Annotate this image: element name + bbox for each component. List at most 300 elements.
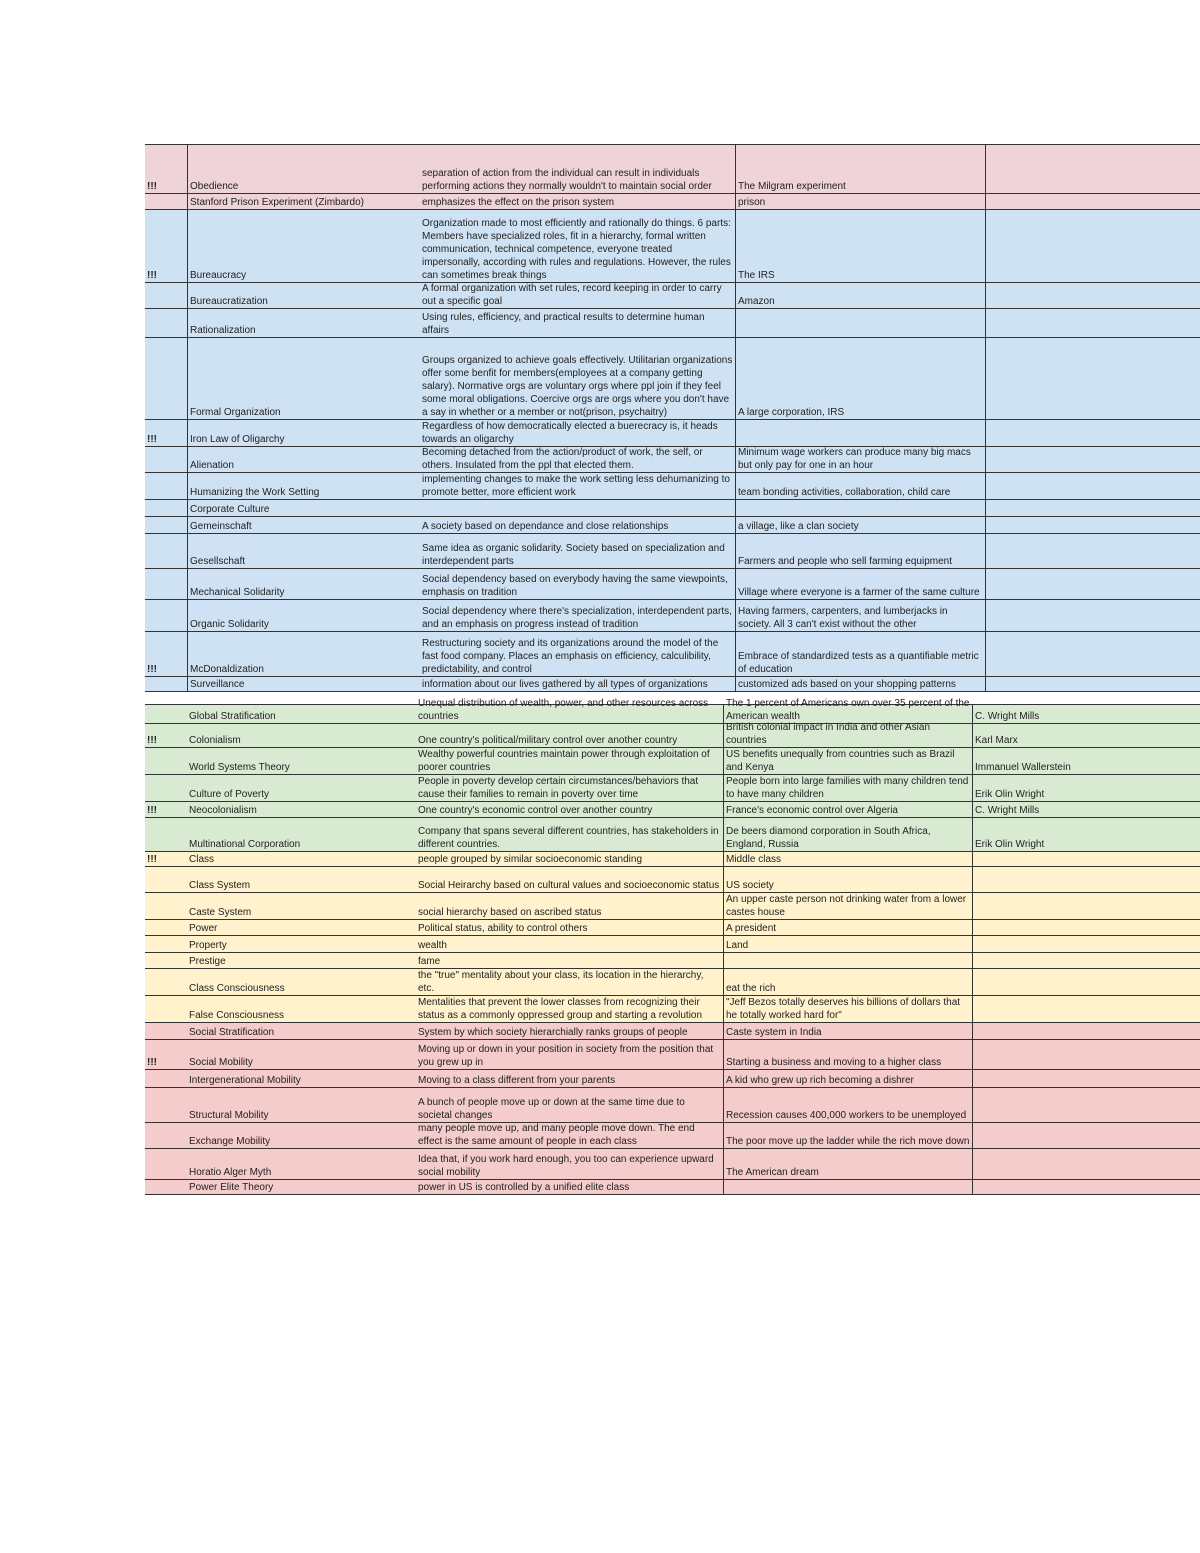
example-text: "Jeff Bezos totally deserves his billions of dollars that he totally worked hard for" — [726, 997, 961, 1021]
person-cell[interactable] — [972, 1180, 1200, 1194]
importance-mark-cell[interactable] — [145, 1070, 187, 1087]
term-cell[interactable] — [187, 338, 420, 419]
table-row — [145, 724, 1200, 748]
importance-mark-cell[interactable] — [145, 969, 187, 995]
definition-text: Becoming detached from the action/product of work, the self, or others. Insulated from the ppl that elected them. — [422, 447, 703, 471]
person-cell[interactable] — [972, 1088, 1200, 1122]
table-row — [145, 517, 1200, 534]
example-text: US society — [726, 880, 774, 891]
importance-mark-cell[interactable] — [145, 748, 187, 774]
example-text: Embrace of standardized tests as a quantifiable metric of education — [738, 651, 979, 675]
term-text: Social Mobility — [189, 1057, 253, 1068]
term-cell[interactable] — [187, 1070, 416, 1087]
definition-text: social hierarchy based on ascribed status — [418, 907, 602, 918]
term-text: False Consciousness — [189, 1010, 285, 1021]
example-cell[interactable] — [735, 338, 985, 419]
definition-cell[interactable] — [416, 867, 723, 892]
example-cell[interactable] — [735, 632, 985, 676]
person-cell[interactable] — [972, 1070, 1200, 1087]
person-cell[interactable] — [985, 632, 1200, 676]
term-text: Class — [189, 854, 215, 865]
term-cell[interactable] — [187, 724, 416, 747]
definition-text: Social Heirarchy based on cultural values and socioeconomic status — [418, 880, 720, 891]
term-cell[interactable] — [187, 194, 420, 209]
table-row — [145, 1149, 1200, 1180]
example-text: prison — [738, 197, 766, 208]
definition-text: A formal organization with set rules, record keeping in order to carry out a specific goal — [422, 283, 722, 307]
person-cell[interactable] — [985, 338, 1200, 419]
term-cell[interactable] — [187, 309, 420, 337]
example-cell[interactable] — [735, 309, 985, 337]
table-row — [145, 309, 1200, 338]
importance-mark-cell[interactable] — [145, 283, 187, 308]
importance-mark-cell[interactable] — [145, 600, 187, 631]
example-cell[interactable] — [723, 867, 972, 892]
example-text: A kid who grew up rich becoming a dishrer — [726, 1075, 914, 1086]
person-cell[interactable] — [985, 534, 1200, 568]
person-cell[interactable] — [972, 867, 1200, 892]
term-text: Organic Solidarity — [190, 619, 269, 630]
term-cell[interactable] — [187, 920, 416, 935]
person-cell[interactable] — [972, 1149, 1200, 1179]
definition-cell[interactable] — [420, 210, 735, 282]
term-text: Power — [189, 923, 218, 934]
term-text: Bureaucratization — [190, 296, 268, 307]
term-text: McDonaldization — [190, 664, 264, 675]
term-cell[interactable] — [187, 210, 420, 282]
definition-cell[interactable] — [420, 600, 735, 631]
term-text: Culture of Poverty — [189, 789, 270, 800]
example-cell[interactable] — [723, 996, 972, 1022]
person-cell[interactable] — [972, 996, 1200, 1022]
term-cell[interactable] — [187, 517, 420, 533]
term-cell[interactable] — [187, 969, 416, 995]
definition-cell[interactable] — [416, 1123, 723, 1148]
definition-cell[interactable] — [416, 936, 723, 952]
importance-mark-cell[interactable] — [145, 473, 187, 499]
importance-mark-cell[interactable] — [145, 569, 187, 599]
definition-cell[interactable] — [416, 1070, 723, 1087]
importance-mark-cell[interactable] — [145, 1023, 187, 1039]
definition-cell[interactable] — [420, 338, 735, 419]
importance-mark-cell[interactable] — [145, 420, 187, 446]
person-cell[interactable] — [985, 420, 1200, 446]
term-text: Rationalization — [190, 325, 256, 336]
definition-cell[interactable] — [416, 969, 723, 995]
example-cell[interactable] — [735, 677, 985, 691]
importance-mark-cell[interactable] — [145, 920, 187, 935]
definition-text: Moving to a class different from your parents — [418, 1075, 616, 1086]
example-cell[interactable] — [735, 283, 985, 308]
term-text: Class System — [189, 880, 251, 891]
term-cell[interactable] — [187, 500, 420, 516]
table-row — [145, 210, 1200, 283]
table-row — [145, 283, 1200, 309]
example-text: Minimum wage workers can produce many big macs but only pay for one in an hour — [738, 447, 971, 471]
importance-mark-cell[interactable] — [145, 145, 187, 193]
term-cell[interactable] — [187, 1040, 416, 1069]
example-cell[interactable] — [723, 1070, 972, 1087]
definition-cell[interactable] — [416, 818, 723, 851]
importance-mark-text: !!! — [147, 1057, 157, 1068]
table-row — [145, 534, 1200, 569]
person-cell[interactable] — [972, 775, 1200, 801]
importance-mark-text: !!! — [147, 735, 157, 746]
definition-text: the "true" mentality about your class, its location in the hierarchy, etc. — [418, 970, 704, 994]
example-cell[interactable] — [723, 893, 972, 919]
importance-mark-cell[interactable] — [145, 1149, 187, 1179]
person-cell[interactable] — [972, 893, 1200, 919]
definition-cell[interactable] — [416, 996, 723, 1022]
example-cell[interactable] — [723, 818, 972, 851]
person-cell[interactable] — [985, 447, 1200, 472]
term-text: Social Stratification — [189, 1027, 275, 1038]
example-cell[interactable] — [723, 748, 972, 774]
definition-text: fame — [418, 956, 441, 967]
importance-mark-cell[interactable] — [145, 775, 187, 801]
importance-mark-cell[interactable] — [145, 309, 187, 337]
term-cell[interactable] — [187, 867, 416, 892]
example-text: The 1 percent of Americans own over 35 percent of the American wealth — [726, 698, 970, 722]
table-row — [145, 996, 1200, 1023]
person-cell[interactable] — [985, 677, 1200, 691]
definition-cell[interactable] — [420, 447, 735, 472]
definition-cell[interactable] — [420, 517, 735, 533]
example-cell[interactable] — [735, 569, 985, 599]
term-text: Humanizing the Work Setting — [190, 487, 320, 498]
definition-cell[interactable] — [416, 775, 723, 801]
term-cell[interactable] — [187, 852, 416, 866]
person-cell[interactable] — [972, 1123, 1200, 1148]
person-text: Erik Olin Wright — [975, 789, 1045, 800]
definition-cell[interactable] — [416, 893, 723, 919]
term-text: Structural Mobility — [189, 1110, 269, 1121]
definition-cell[interactable] — [416, 920, 723, 935]
importance-mark-text: !!! — [147, 854, 157, 865]
example-text: US benefits unequally from countries such as Brazil and Kenya — [726, 749, 955, 773]
example-cell[interactable] — [723, 802, 972, 817]
definition-text: Social dependency based on everybody having the same viewpoints, emphasis on tradition — [422, 574, 728, 598]
term-cell[interactable] — [187, 1149, 416, 1179]
definition-cell[interactable] — [420, 677, 735, 691]
person-cell[interactable] — [985, 473, 1200, 499]
example-cell[interactable] — [723, 920, 972, 935]
table-row — [145, 802, 1200, 818]
definition-cell[interactable] — [420, 309, 735, 337]
example-cell[interactable] — [723, 1123, 972, 1148]
example-cell[interactable] — [735, 420, 985, 446]
person-cell[interactable] — [985, 500, 1200, 516]
example-text: Starting a business and moving to a higher class — [726, 1057, 942, 1068]
term-cell[interactable] — [187, 632, 420, 676]
table-row — [145, 1070, 1200, 1088]
definition-text: Social dependency where there's specialization, interdependent parts, and an emphasis on progress instead of tradition — [422, 606, 732, 630]
importance-mark-cell[interactable] — [145, 210, 187, 282]
table-row — [145, 1123, 1200, 1149]
example-text: Having farmers, carpenters, and lumberjacks in society. All 3 can't exist without the other — [738, 606, 948, 630]
definition-cell[interactable] — [416, 724, 723, 747]
example-cell[interactable] — [723, 1023, 972, 1039]
definition-cell[interactable] — [416, 1023, 723, 1039]
definition-text: power in US is controlled by a unified elite class — [418, 1182, 630, 1193]
table-row — [145, 338, 1200, 420]
person-cell[interactable] — [972, 818, 1200, 851]
table-row — [145, 1088, 1200, 1123]
definition-cell[interactable] — [416, 748, 723, 774]
importance-mark-text: !!! — [147, 270, 157, 281]
definition-cell[interactable] — [420, 194, 735, 209]
definition-cell[interactable] — [416, 698, 723, 723]
term-cell[interactable] — [187, 283, 420, 308]
example-cell[interactable] — [723, 1149, 972, 1179]
term-cell[interactable] — [187, 473, 420, 499]
example-text: eat the rich — [726, 983, 776, 994]
importance-mark-cell[interactable] — [145, 1180, 187, 1194]
term-cell[interactable] — [187, 1123, 416, 1148]
person-cell[interactable] — [972, 1023, 1200, 1039]
term-text: Global Stratification — [189, 711, 276, 722]
term-cell[interactable] — [187, 145, 420, 193]
term-cell[interactable] — [187, 936, 416, 952]
importance-mark-cell[interactable] — [145, 677, 187, 691]
person-cell[interactable] — [972, 953, 1200, 968]
definition-cell[interactable] — [416, 802, 723, 817]
example-text: People born into large families with many children tend to have many children — [726, 776, 969, 800]
importance-mark-text: !!! — [147, 664, 157, 675]
table-row — [145, 500, 1200, 517]
definition-text: People in poverty develop certain circumstances/behaviors that cause their families to remain in poverty over time — [418, 776, 699, 800]
table-row — [145, 936, 1200, 953]
importance-mark-cell[interactable] — [145, 953, 187, 968]
example-cell[interactable] — [735, 447, 985, 472]
definition-cell[interactable] — [420, 534, 735, 568]
definition-text: Groups organized to achieve goals effectively. Utilitarian organizations offer some benfit for members(employees at a company getting salary). Normative orgs are voluntary orgs where ppl join if they feel some moral obligations. Coercive orgs are orgs where you don't have a say in whether or a member or not(prison, psychaitry) — [422, 355, 733, 418]
person-cell[interactable] — [972, 920, 1200, 935]
definition-cell[interactable] — [416, 1088, 723, 1122]
table-row — [145, 473, 1200, 500]
importance-mark-text: !!! — [147, 434, 157, 445]
importance-mark-cell[interactable] — [145, 534, 187, 568]
example-text: Middle class — [726, 854, 782, 865]
importance-mark-cell[interactable] — [145, 893, 187, 919]
term-cell[interactable] — [187, 600, 420, 631]
example-cell[interactable] — [723, 936, 972, 952]
term-cell[interactable] — [187, 447, 420, 472]
example-cell[interactable] — [735, 517, 985, 533]
example-text: a village, like a clan society — [738, 521, 859, 532]
example-cell[interactable] — [735, 534, 985, 568]
term-cell[interactable] — [187, 818, 416, 851]
person-cell[interactable] — [972, 1040, 1200, 1069]
example-text: Amazon — [738, 296, 775, 307]
term-cell[interactable] — [187, 1023, 416, 1039]
example-cell[interactable] — [735, 145, 985, 193]
definition-text: Restructuring society and its organizations around the model of the fast food company. Places an emphasis on efficiency, calculibility, predictability, and control — [422, 638, 719, 675]
person-cell[interactable] — [972, 852, 1200, 866]
example-text: Village where everyone is a farmer of the same culture — [738, 587, 980, 598]
term-cell[interactable] — [187, 802, 416, 817]
term-text: Formal Organization — [190, 407, 281, 418]
example-text: A large corporation, IRS — [738, 407, 845, 418]
definition-text: wealth — [418, 940, 447, 951]
definition-text: Political status, ability to control others — [418, 923, 588, 934]
definition-text: information about our lives gathered by all types of organizations — [422, 679, 708, 690]
person-cell[interactable] — [985, 309, 1200, 337]
term-cell[interactable] — [187, 748, 416, 774]
importance-mark-cell[interactable] — [145, 447, 187, 472]
term-cell[interactable] — [187, 1088, 416, 1122]
definition-text: separation of action from the individual can result in individuals performing actions they normally wouldn't to maintain social order — [422, 168, 712, 192]
term-cell[interactable] — [187, 569, 420, 599]
person-cell[interactable] — [985, 517, 1200, 533]
term-cell[interactable] — [187, 775, 416, 801]
term-text: Corporate Culture — [190, 504, 270, 515]
importance-mark-cell[interactable] — [145, 818, 187, 851]
definition-text: One country's political/military control over another country — [418, 735, 678, 746]
term-text: Horatio Alger Myth — [189, 1167, 272, 1178]
person-text: C. Wright Mills — [975, 711, 1040, 722]
example-cell[interactable] — [723, 852, 972, 866]
definition-cell[interactable] — [420, 632, 735, 676]
person-text: C. Wright Mills — [975, 805, 1040, 816]
example-cell[interactable] — [723, 1180, 972, 1194]
definition-cell[interactable] — [420, 420, 735, 446]
importance-mark-cell[interactable] — [145, 802, 187, 817]
definition-text: One country's economic control over another country — [418, 805, 653, 816]
importance-mark-cell[interactable] — [145, 500, 187, 516]
definition-cell[interactable] — [416, 1180, 723, 1194]
example-cell[interactable] — [735, 500, 985, 516]
term-text: World Systems Theory — [189, 762, 290, 773]
importance-mark-cell[interactable] — [145, 936, 187, 952]
table-row — [145, 953, 1200, 969]
person-cell[interactable] — [972, 936, 1200, 952]
person-cell[interactable] — [985, 145, 1200, 193]
definition-cell[interactable] — [420, 569, 735, 599]
term-text: Colonialism — [189, 735, 241, 746]
importance-mark-cell[interactable] — [145, 632, 187, 676]
example-cell[interactable] — [735, 600, 985, 631]
term-text: Iron Law of Oligarchy — [190, 434, 285, 445]
example-cell[interactable] — [723, 969, 972, 995]
definition-text: Moving up or down in your position in society from the position that you grew up in — [418, 1044, 714, 1068]
example-text: British colonial impact in India and other Asian countries — [726, 722, 931, 746]
term-cell[interactable] — [187, 893, 416, 919]
importance-mark-cell[interactable] — [145, 194, 187, 209]
example-cell[interactable] — [723, 1040, 972, 1069]
term-text: Multinational Corporation — [189, 839, 301, 850]
example-cell[interactable] — [723, 1088, 972, 1122]
importance-mark-cell[interactable] — [145, 996, 187, 1022]
person-text: Erik Olin Wright — [975, 839, 1045, 850]
importance-mark-cell[interactable] — [145, 1123, 187, 1148]
example-text: Land — [726, 940, 749, 951]
importance-mark-cell[interactable] — [145, 1040, 187, 1069]
definition-cell[interactable] — [420, 283, 735, 308]
example-cell[interactable] — [723, 775, 972, 801]
term-cell[interactable] — [187, 705, 416, 723]
table-row — [145, 920, 1200, 936]
table-row — [145, 867, 1200, 893]
importance-mark-cell[interactable] — [145, 724, 187, 747]
example-text: The American dream — [726, 1167, 819, 1178]
definition-text: Same idea as organic solidarity. Society based on specialization and interdependent parts — [422, 543, 725, 567]
definition-cell[interactable] — [416, 953, 723, 968]
table-row — [145, 600, 1200, 632]
person-cell[interactable] — [972, 748, 1200, 774]
person-cell[interactable] — [972, 724, 1200, 747]
importance-mark-cell[interactable] — [145, 705, 187, 723]
definition-text: System by which society hierarchially ranks groups of people — [418, 1027, 688, 1038]
term-cell[interactable] — [187, 953, 416, 968]
term-text: Prestige — [189, 956, 226, 967]
definition-text: Unequal distribution of wealth, power, and other resources across countries — [418, 698, 709, 722]
table-row — [145, 775, 1200, 802]
example-cell[interactable] — [723, 724, 972, 747]
table-row — [145, 194, 1200, 210]
importance-mark-text: !!! — [147, 805, 157, 816]
example-cell[interactable] — [723, 953, 972, 968]
example-cell[interactable] — [735, 210, 985, 282]
definition-cell[interactable] — [420, 473, 735, 499]
term-cell[interactable] — [187, 677, 420, 691]
term-text: Surveillance — [190, 679, 245, 690]
example-text: Caste system in India — [726, 1027, 822, 1038]
person-cell[interactable] — [972, 705, 1200, 723]
definition-text: Wealthy powerful countries maintain power through exploitation of poorer countries — [418, 749, 710, 773]
definition-text: implementing changes to make the work setting less dehumanizing to promote better, more efficient work — [422, 474, 730, 498]
person-cell[interactable] — [985, 210, 1200, 282]
definition-text: Organization made to most efficiently and rationally do things. 6 parts: Members have specialized roles, fit in a hierarchy, formal written communication, technical competence, everyone treated impersonally, according with rules and regulations. However, the rules can sometimes break things — [422, 218, 731, 281]
importance-mark-cell[interactable] — [145, 517, 187, 533]
definition-text: people grouped by similar socioeconomic standing — [418, 854, 643, 865]
definition-text: A society based on dependance and close relationships — [422, 521, 669, 532]
person-cell[interactable] — [985, 194, 1200, 209]
person-cell[interactable] — [972, 802, 1200, 817]
importance-mark-cell[interactable] — [145, 867, 187, 892]
importance-mark-cell[interactable] — [145, 1088, 187, 1122]
term-cell[interactable] — [187, 534, 420, 568]
definition-text: emphasizes the effect on the prison system — [422, 197, 615, 208]
definition-cell[interactable] — [416, 852, 723, 866]
definition-cell[interactable] — [420, 145, 735, 193]
definition-cell[interactable] — [416, 1040, 723, 1069]
person-cell[interactable] — [985, 283, 1200, 308]
person-cell[interactable] — [985, 569, 1200, 599]
example-text: An upper caste person not drinking water from a lower castes house — [726, 894, 967, 918]
importance-mark-cell[interactable] — [145, 852, 187, 866]
definition-cell[interactable] — [420, 500, 735, 516]
definition-text: Mentalities that prevent the lower classes from recognizing their status as a commonly oppressed group and starting a revolution — [418, 997, 703, 1021]
definition-text: Company that spans several different countries, has stakeholders in different countries. — [418, 826, 719, 850]
term-text: Mechanical Solidarity — [190, 587, 285, 598]
person-cell[interactable] — [972, 969, 1200, 995]
definition-cell[interactable] — [416, 1149, 723, 1179]
example-cell[interactable] — [735, 473, 985, 499]
term-text: Stanford Prison Experiment (Zimbardo) — [190, 197, 364, 208]
person-text: Karl Marx — [975, 735, 1018, 746]
table-row — [145, 969, 1200, 996]
table-row — [145, 893, 1200, 920]
term-text: Exchange Mobility — [189, 1136, 271, 1147]
example-cell[interactable] — [735, 194, 985, 209]
term-cell[interactable] — [187, 1180, 416, 1194]
term-cell[interactable] — [187, 420, 420, 446]
person-cell[interactable] — [985, 600, 1200, 631]
importance-mark-cell[interactable] — [145, 338, 187, 419]
term-cell[interactable] — [187, 996, 416, 1022]
table-row — [145, 818, 1200, 852]
